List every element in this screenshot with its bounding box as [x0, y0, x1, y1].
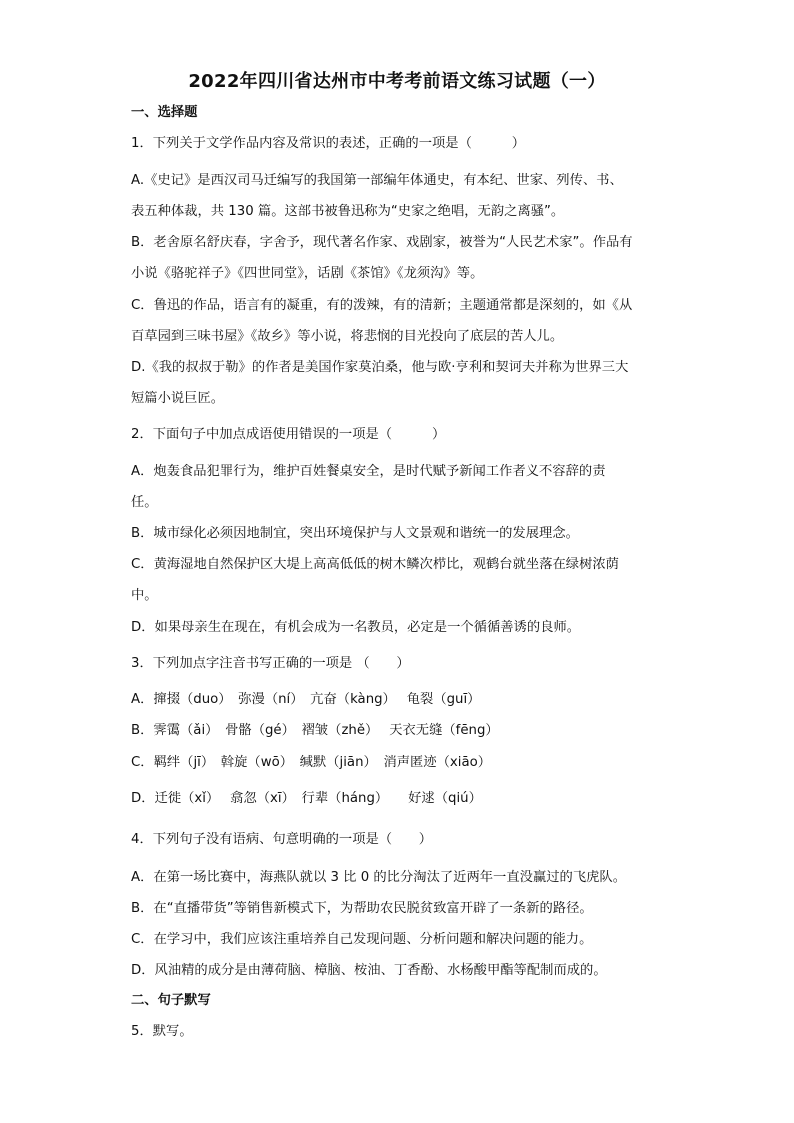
question-2-option-a-line1: A．炮轰食品犯罪行为，维护百姓餐桌安全，是时代赋予新闻工作者义不容辞的责	[131, 464, 606, 479]
question-2-option-d: D．如果母亲生在现在，有机会成为一名教员，必定是一个循循善诱的良师。	[131, 620, 581, 635]
question-1-option-a-line1: A.《史记》是西汉司马迁编写的我国第一部编年体通史，有本纪、世家、列传、书、	[131, 173, 623, 188]
question-3-option-a: A．撺掇（duo） 弥漫（ní） 亢奋（kàng） 龟裂（guī）	[131, 692, 481, 707]
question-1-option-b-line2: 小说《骆驼祥子》《四世同堂》，话剧《茶馆》《龙须沟》等。	[131, 266, 484, 281]
question-1-option-d-line1: D.《我的叔叔于勒》的作者是美国作家莫泊桑，他与欧·亨利和契诃夫并称为世界三大	[131, 360, 629, 375]
section-heading-choice: 一、选择题	[131, 105, 198, 120]
question-3-option-d: D．迁徙（xǐ） 翕忽（xī） 行辈（háng） 好逑（qiú）	[131, 791, 482, 806]
question-2-option-c-line1: C．黄海湿地自然保护区大堤上高高低低的树木鳞次栉比，观鹤台就坐落在绿树浓荫	[131, 557, 619, 572]
question-4-option-d: D．风油精的成分是由薄荷脑、樟脑、桉油、丁香酚、水杨酸甲酯等配制而成的。	[131, 963, 607, 978]
question-1-option-a-line2: 表五种体裁，共 130 篇。这部书被鲁迅称为“史家之绝唱，无韵之离骚”。	[131, 204, 565, 219]
question-2-option-c-line2: 中。	[131, 588, 158, 603]
question-4-option-a: A．在第一场比赛中，海燕队就以 3 比 0 的比分淘汰了近两年一直没赢过的飞虎队。	[131, 870, 627, 885]
question-2-stem: 2．下面句子中加点成语使用错误的一项是（ ）	[131, 427, 446, 442]
question-4-option-b: B．在“直播带货”等销售新模式下，为帮助农民脱贫致富开辟了一条新的路径。	[131, 901, 593, 916]
question-1-stem: 1．下列关于文学作品内容及常识的表述，正确的一项是（ ）	[131, 136, 526, 151]
document-title: 2022年四川省达州市中考考前语文练习试题（一）	[188, 71, 606, 92]
question-3-option-b: B．霁霭（ǎi） 骨骼（gé） 褶皱（zhě） 天衣无缝（fēng）	[131, 723, 499, 738]
question-1-option-c-line2: 百草园到三味书屋》《故乡》等小说，将悲悯的目光投向了底层的苦人儿。	[131, 329, 564, 344]
question-1-option-d-line2: 短篇小说巨匠。	[131, 391, 225, 406]
question-1-option-b-line1: B．老舍原名舒庆春，字舍予，现代著名作家、戏剧家，被誉为“人民艺术家”。作品有	[131, 235, 633, 250]
question-3-option-c: C．羁绊（jī） 斡旋（wō） 缄默（jiān） 消声匿迹（xiāo）	[131, 755, 492, 770]
question-5-stem: 5．默写。	[131, 1024, 193, 1039]
question-4-stem: 4．下列句子没有语病、句意明确的一项是（ ）	[131, 832, 432, 847]
question-2-option-b: B．城市绿化必须因地制宜，突出环境保护与人文景观和谐统一的发展理念。	[131, 526, 579, 541]
question-4-option-c: C．在学习中，我们应该注重培养自己发现问题、分析问题和解决问题的能力。	[131, 932, 593, 947]
section-heading-dictation: 二、句子默写	[131, 993, 211, 1008]
question-2-option-a-line2: 任。	[131, 495, 158, 510]
question-1-option-c-line1: C．鲁迅的作品，语言有的凝重，有的泼辣，有的清新；主题通常都是深刻的，如《从	[131, 298, 633, 313]
question-3-stem: 3．下列加点字注音书写正确的一项是 （ ）	[131, 656, 410, 671]
